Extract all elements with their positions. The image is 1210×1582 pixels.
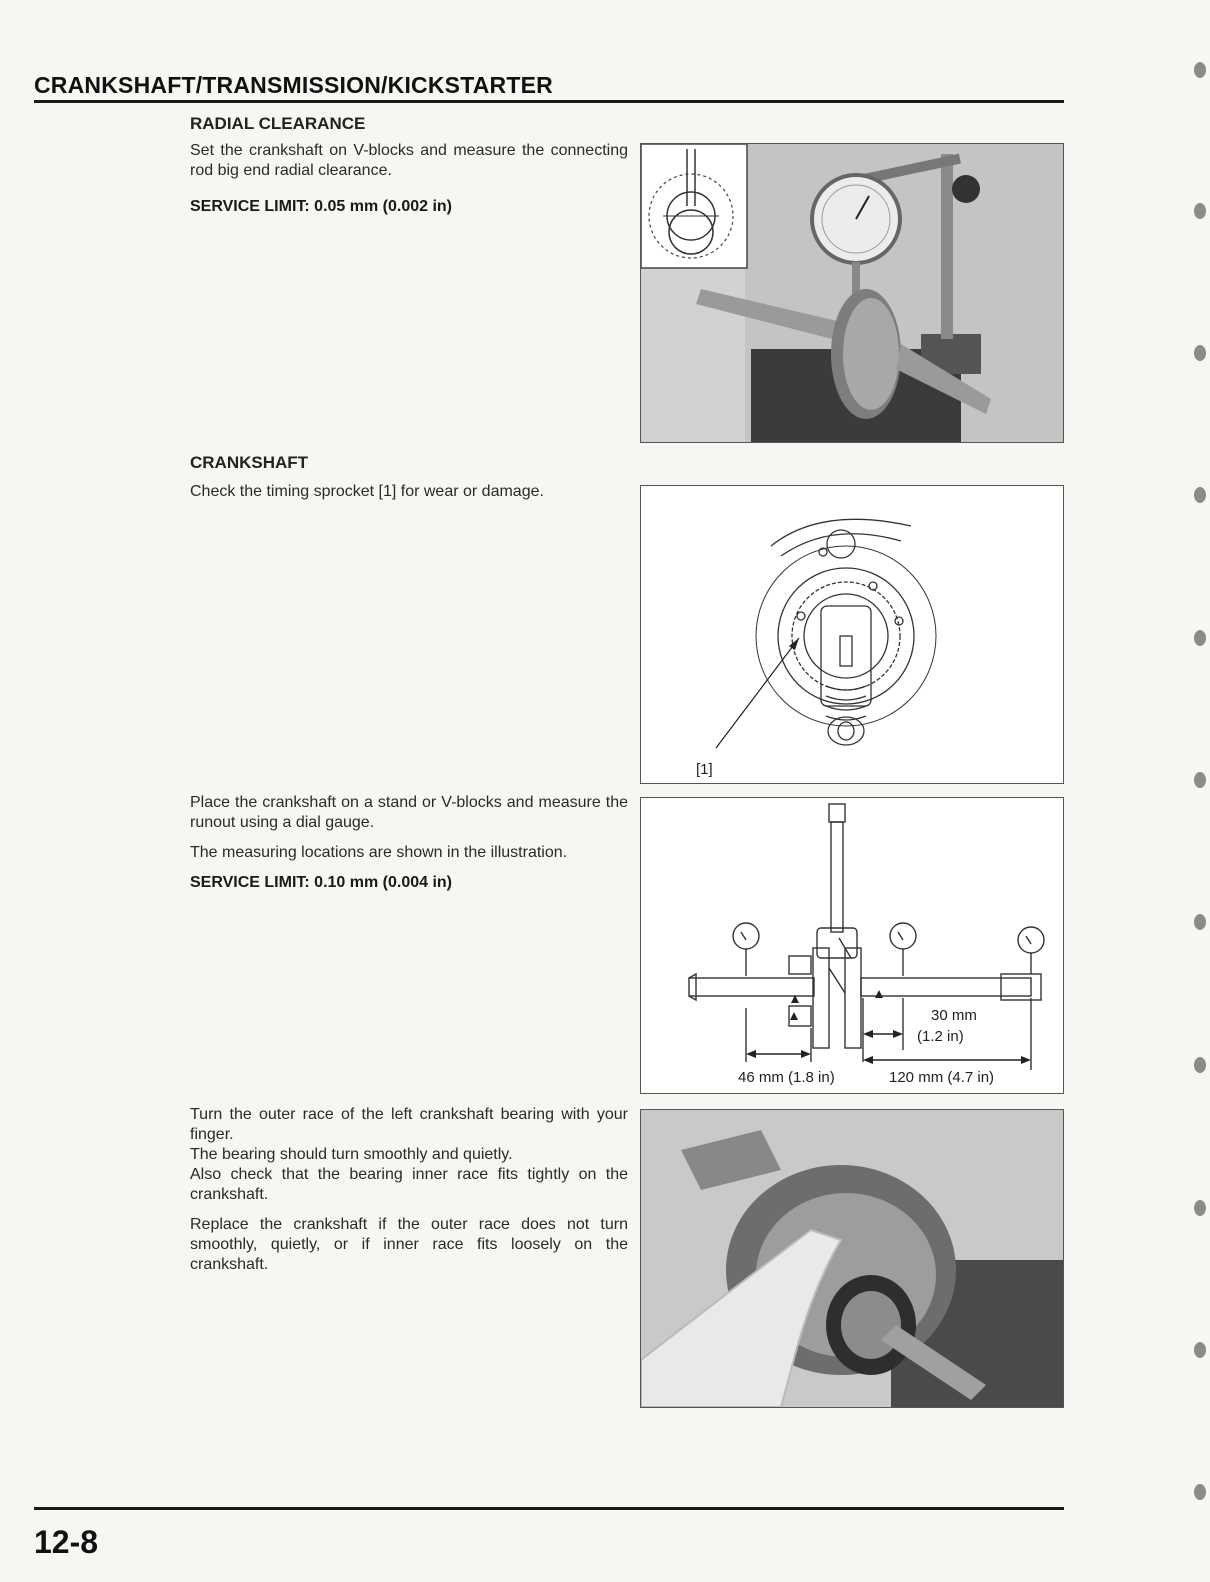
dimension-30mm-inch-label: (1.2 in) [917,1028,964,1045]
header-rule [34,100,1064,103]
bearing-text-line2: The bearing should turn smoothly and quietly. [190,1146,513,1163]
binder-hole-mark [1194,1057,1206,1073]
dial-gauge-photo [640,143,1064,443]
radial-service-limit: SERVICE LIMIT: 0.05 mm (0.002 in) [190,198,453,215]
bearing-replace-text: Replace the crankshaft if the outer race does not turn smoothly, quietly, or if inner race fits loosely on the crankshaft. [190,1216,628,1273]
bearing-check-photo [640,1109,1064,1408]
page-title: CRANKSHAFT/TRANSMISSION/KICKSTARTER [34,72,553,98]
binder-hole-mark [1194,62,1206,78]
binder-hole-mark [1194,1200,1206,1216]
binder-hole-mark [1194,1342,1206,1358]
binder-hole-mark [1194,487,1206,503]
crankshaft-heading: CRANKSHAFT [190,453,309,472]
radial-clearance-heading: RADIAL CLEARANCE [190,114,366,133]
timing-sprocket-illustration [641,486,1063,783]
binder-hole-mark [1194,203,1206,219]
runout-measurement-figure [640,797,1064,1094]
binder-hole-mark [1194,630,1206,646]
runout-locations-text: The measuring locations are shown in the illustration. [190,844,568,861]
dimension-30mm-label: 30 mm [931,1007,977,1024]
dimension-46mm-label: 46 mm (1.8 in) [738,1069,835,1086]
binder-hole-mark [1194,772,1206,788]
bearing-text-line1: Turn the outer race of the left crankshaft bearing with your finger. [190,1106,628,1143]
binder-hole-mark [1194,345,1206,361]
dimension-120mm-label: 120 mm (4.7 in) [889,1069,995,1086]
runout-text: Place the crankshaft on a stand or V-blocks and measure the runout using a dial gauge. [190,794,628,831]
page-number: 12-8 [34,1524,99,1560]
footer-rule [34,1507,1064,1510]
bearing-text-line3: Also check that the bearing inner race fits tightly on the crankshaft. [190,1166,628,1203]
binder-hole-mark [1194,1484,1206,1500]
sprocket-callout-label: [1] [696,761,713,778]
binder-hole-mark [1194,914,1206,930]
crankshaft-text: Check the timing sprocket [1] for wear or damage. [190,483,544,500]
radial-clearance-text: Set the crankshaft on V-blocks and measure the connecting rod big end radial clearance. [190,142,628,179]
timing-sprocket-figure [640,485,1064,784]
bearing-check-photo-image [641,1110,1063,1407]
dial-gauge-photo-image [641,144,1063,442]
runout-diagram [641,798,1063,1093]
runout-service-limit: SERVICE LIMIT: 0.10 mm (0.004 in) [190,874,453,891]
